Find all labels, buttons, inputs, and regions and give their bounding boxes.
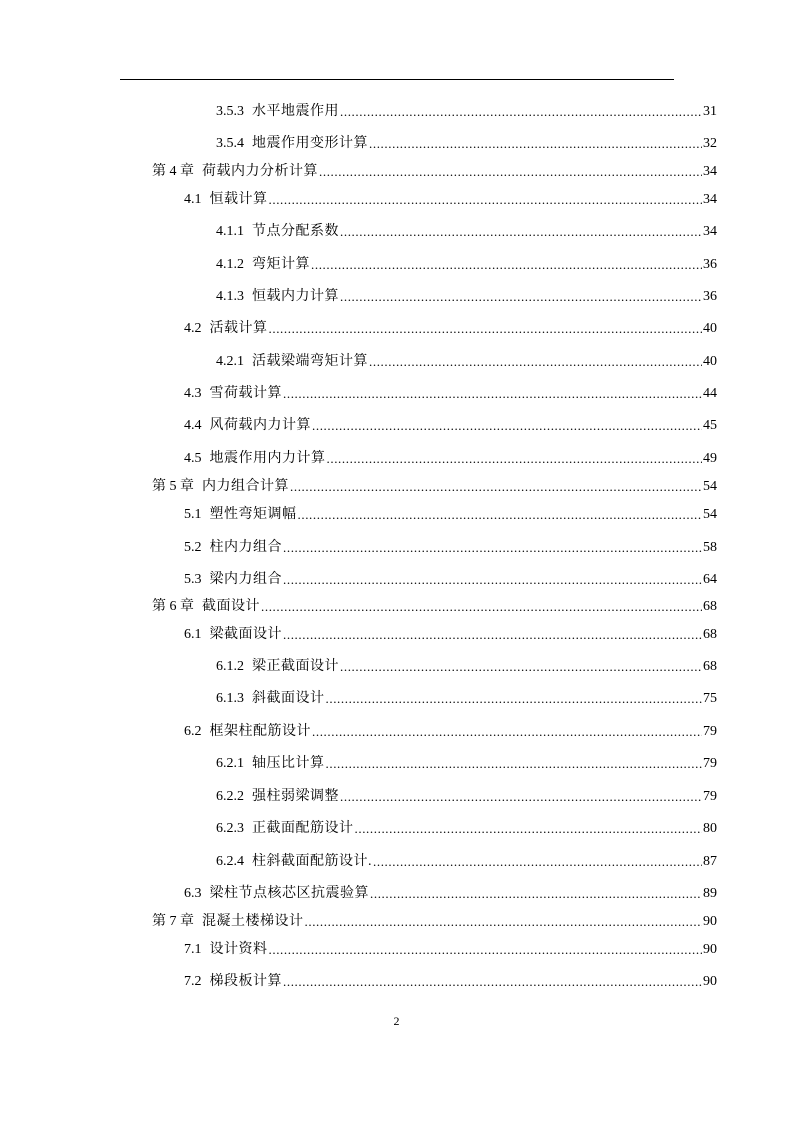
toc-title: 节点分配系数 bbox=[252, 224, 339, 239]
toc-dot-leader bbox=[261, 597, 702, 617]
toc-number: 第 4 章 bbox=[152, 164, 194, 179]
toc-dot-leader bbox=[326, 689, 703, 709]
toc-title: 梁正截面设计 bbox=[252, 659, 339, 674]
toc-number: 4.3 bbox=[184, 386, 202, 401]
toc-number: 4.2 bbox=[184, 321, 202, 336]
toc-page-number: 89 bbox=[703, 886, 717, 901]
toc-number: 4.4 bbox=[184, 418, 202, 433]
toc-title: 设计资料 bbox=[209, 942, 268, 957]
toc-page-number: 80 bbox=[703, 821, 717, 836]
toc-title: 正截面配筋设计 bbox=[252, 821, 354, 836]
toc-page-number: 44 bbox=[703, 386, 717, 401]
toc-entry-6-2-2[interactable] bbox=[216, 787, 717, 807]
toc-dot-leader bbox=[340, 222, 702, 242]
toc-dot-leader bbox=[283, 384, 702, 404]
toc-number: 6.2.2 bbox=[216, 789, 244, 804]
toc-title: 梁内力组合 bbox=[209, 572, 282, 587]
toc-page-number: 34 bbox=[703, 164, 717, 179]
toc-entry-5-2[interactable] bbox=[184, 538, 717, 558]
toc-entry-7-2[interactable] bbox=[184, 972, 717, 992]
toc-entry-4-2-1[interactable] bbox=[216, 352, 717, 372]
toc-page-number: 32 bbox=[703, 136, 717, 151]
toc-title: 梁柱节点核芯区抗震验算 bbox=[209, 886, 369, 901]
toc-number: 6.2.4 bbox=[216, 854, 244, 869]
toc-page-number: 34 bbox=[703, 224, 717, 239]
toc-title: 梁截面设计 bbox=[209, 627, 282, 642]
toc-title: 框架柱配筋设计 bbox=[209, 724, 311, 739]
page-number: 2 bbox=[393, 1014, 400, 1028]
toc-number: 7.2 bbox=[184, 974, 202, 989]
toc-dot-leader bbox=[305, 912, 703, 932]
toc-number: 3.5.3 bbox=[216, 104, 244, 119]
toc-page-number: 45 bbox=[703, 418, 717, 433]
toc-title: 混凝土楼梯设计 bbox=[202, 914, 304, 929]
toc-title: 斜截面设计 bbox=[252, 691, 325, 706]
toc-number: 6.1.3 bbox=[216, 691, 244, 706]
toc-page-number: 90 bbox=[703, 974, 717, 989]
toc-entry-4-2[interactable] bbox=[184, 319, 717, 339]
toc-page-number: 34 bbox=[703, 192, 717, 207]
toc-page-number: 54 bbox=[703, 479, 717, 494]
toc-dot-leader bbox=[355, 819, 703, 839]
toc-entry-4-1-1[interactable] bbox=[216, 222, 717, 242]
toc-number: 6.1.2 bbox=[216, 659, 244, 674]
toc-dot-leader bbox=[369, 134, 702, 154]
toc-dot-leader bbox=[283, 972, 702, 992]
toc-title: 内力组合计算 bbox=[202, 479, 289, 494]
toc-page-number: 68 bbox=[703, 599, 717, 614]
toc-page-number: 75 bbox=[703, 691, 717, 706]
toc-entry-6-2-3[interactable] bbox=[216, 819, 717, 839]
toc-number: 6.2 bbox=[184, 724, 202, 739]
toc-dot-leader bbox=[319, 162, 702, 182]
toc-dot-leader bbox=[269, 940, 703, 960]
toc-title: 地震作用内力计算 bbox=[209, 451, 326, 466]
toc-entry-4-1-3[interactable] bbox=[216, 287, 717, 307]
toc-number: 第 7 章 bbox=[152, 914, 194, 929]
toc-number: 4.1.2 bbox=[216, 257, 244, 272]
toc-entry-chapter-6[interactable] bbox=[152, 597, 717, 617]
toc-title: 恒载内力计算 bbox=[252, 289, 339, 304]
toc-title: 水平地震作用 bbox=[252, 104, 339, 119]
toc-page-number: 68 bbox=[703, 627, 717, 642]
toc-page-number: 79 bbox=[703, 724, 717, 739]
toc-entry-4-1[interactable] bbox=[184, 190, 717, 210]
toc-number: 7.1 bbox=[184, 942, 202, 957]
toc-title: 恒载计算 bbox=[209, 192, 268, 207]
toc-number: 第 6 章 bbox=[152, 599, 194, 614]
toc-title: 强柱弱梁调整 bbox=[252, 789, 339, 804]
toc-title: 弯矩计算 bbox=[252, 257, 310, 272]
toc-number: 4.2.1 bbox=[216, 354, 244, 369]
toc-page-number: 40 bbox=[703, 321, 717, 336]
toc-dot-leader bbox=[290, 477, 702, 497]
toc-title: 活载梁端弯矩计算 bbox=[252, 354, 368, 369]
toc-page-number: 31 bbox=[703, 104, 717, 119]
toc-page-number: 79 bbox=[703, 789, 717, 804]
toc-page-number: 90 bbox=[703, 942, 717, 957]
toc-title: 雪荷载计算 bbox=[209, 386, 282, 401]
toc-entry-5-3[interactable] bbox=[184, 570, 717, 590]
toc-page-number: 36 bbox=[703, 257, 717, 272]
toc-number: 5.1 bbox=[184, 507, 202, 522]
toc-entry-3-5-3[interactable] bbox=[216, 102, 717, 122]
toc-entry-6-2-4[interactable] bbox=[216, 852, 717, 872]
toc-entry-6-2-1[interactable] bbox=[216, 754, 717, 774]
toc-page-number: 36 bbox=[703, 289, 717, 304]
toc-page-number: 49 bbox=[703, 451, 717, 466]
toc-dot-leader bbox=[269, 319, 703, 339]
toc-entry-6-1[interactable] bbox=[184, 625, 717, 645]
toc-dot-leader bbox=[369, 352, 702, 372]
toc-number: 3.5.4 bbox=[216, 136, 244, 151]
toc-dot-leader bbox=[283, 625, 702, 645]
toc-entry-6-1-2[interactable] bbox=[216, 657, 717, 677]
toc-entry-4-5[interactable] bbox=[184, 449, 717, 469]
toc-dot-leader bbox=[340, 787, 702, 807]
toc-page-number: 79 bbox=[703, 756, 717, 771]
toc-dot-leader bbox=[340, 657, 702, 677]
toc-page-number: 87 bbox=[703, 854, 717, 869]
toc-dot-leader bbox=[326, 754, 703, 774]
toc-page-number: 54 bbox=[703, 507, 717, 522]
toc-dot-leader bbox=[312, 722, 702, 742]
toc-entry-4-1-2[interactable] bbox=[216, 255, 717, 275]
toc-dot-leader bbox=[373, 852, 702, 872]
toc-entry-chapter-7[interactable] bbox=[152, 912, 717, 932]
toc-entry-chapter-5[interactable] bbox=[152, 477, 717, 497]
toc-dot-leader bbox=[311, 255, 702, 275]
toc-entry-7-1[interactable] bbox=[184, 940, 717, 960]
toc-entry-3-5-4[interactable] bbox=[216, 134, 717, 154]
toc-dot-leader bbox=[312, 416, 702, 436]
toc-dot-leader bbox=[298, 505, 703, 525]
toc-number: 5.2 bbox=[184, 540, 202, 555]
toc-number: 6.2.1 bbox=[216, 756, 244, 771]
toc-page-number: 58 bbox=[703, 540, 717, 555]
toc-number: 6.2.3 bbox=[216, 821, 244, 836]
toc-page-number: 64 bbox=[703, 572, 717, 587]
toc-title: 轴压比计算 bbox=[252, 756, 325, 771]
toc-dot-leader bbox=[283, 538, 702, 558]
toc-dot-leader bbox=[327, 449, 703, 469]
toc-number: 5.3 bbox=[184, 572, 202, 587]
toc-entry-4-3[interactable] bbox=[184, 384, 717, 404]
toc-number: 第 5 章 bbox=[152, 479, 194, 494]
toc-title: 梯段板计算 bbox=[209, 974, 282, 989]
toc-page-number: 90 bbox=[703, 914, 717, 929]
header-rule bbox=[120, 79, 674, 80]
toc-title: 柱斜截面配筋设计. bbox=[252, 854, 372, 869]
toc-entry-6-2[interactable] bbox=[184, 722, 717, 742]
toc-number: 6.3 bbox=[184, 886, 202, 901]
toc-number: 6.1 bbox=[184, 627, 202, 642]
toc-title: 活载计算 bbox=[209, 321, 268, 336]
toc-number: 4.1.3 bbox=[216, 289, 244, 304]
toc-dot-leader bbox=[340, 102, 702, 122]
toc-dot-leader bbox=[283, 570, 702, 590]
toc-title: 塑性弯矩调幅 bbox=[209, 507, 297, 522]
toc-page-number: 68 bbox=[703, 659, 717, 674]
toc-dot-leader bbox=[370, 884, 702, 904]
toc-entry-4-4[interactable] bbox=[184, 416, 717, 436]
toc-dot-leader bbox=[340, 287, 702, 307]
toc-entry-5-1[interactable] bbox=[184, 505, 717, 525]
toc-number: 4.5 bbox=[184, 451, 202, 466]
toc-entry-chapter-4[interactable] bbox=[152, 162, 717, 182]
toc-title: 荷载内力分析计算 bbox=[202, 164, 318, 179]
toc-title: 柱内力组合 bbox=[209, 540, 282, 555]
toc-title: 风荷载内力计算 bbox=[209, 418, 311, 433]
toc-entry-6-3[interactable] bbox=[184, 884, 717, 904]
toc-dot-leader bbox=[269, 190, 703, 210]
toc-number: 4.1.1 bbox=[216, 224, 244, 239]
toc-title: 截面设计 bbox=[202, 599, 260, 614]
toc-number: 4.1 bbox=[184, 192, 202, 207]
toc-title: 地震作用变形计算 bbox=[252, 136, 368, 151]
toc-entry-6-1-3[interactable] bbox=[216, 689, 717, 709]
toc-page-number: 40 bbox=[703, 354, 717, 369]
